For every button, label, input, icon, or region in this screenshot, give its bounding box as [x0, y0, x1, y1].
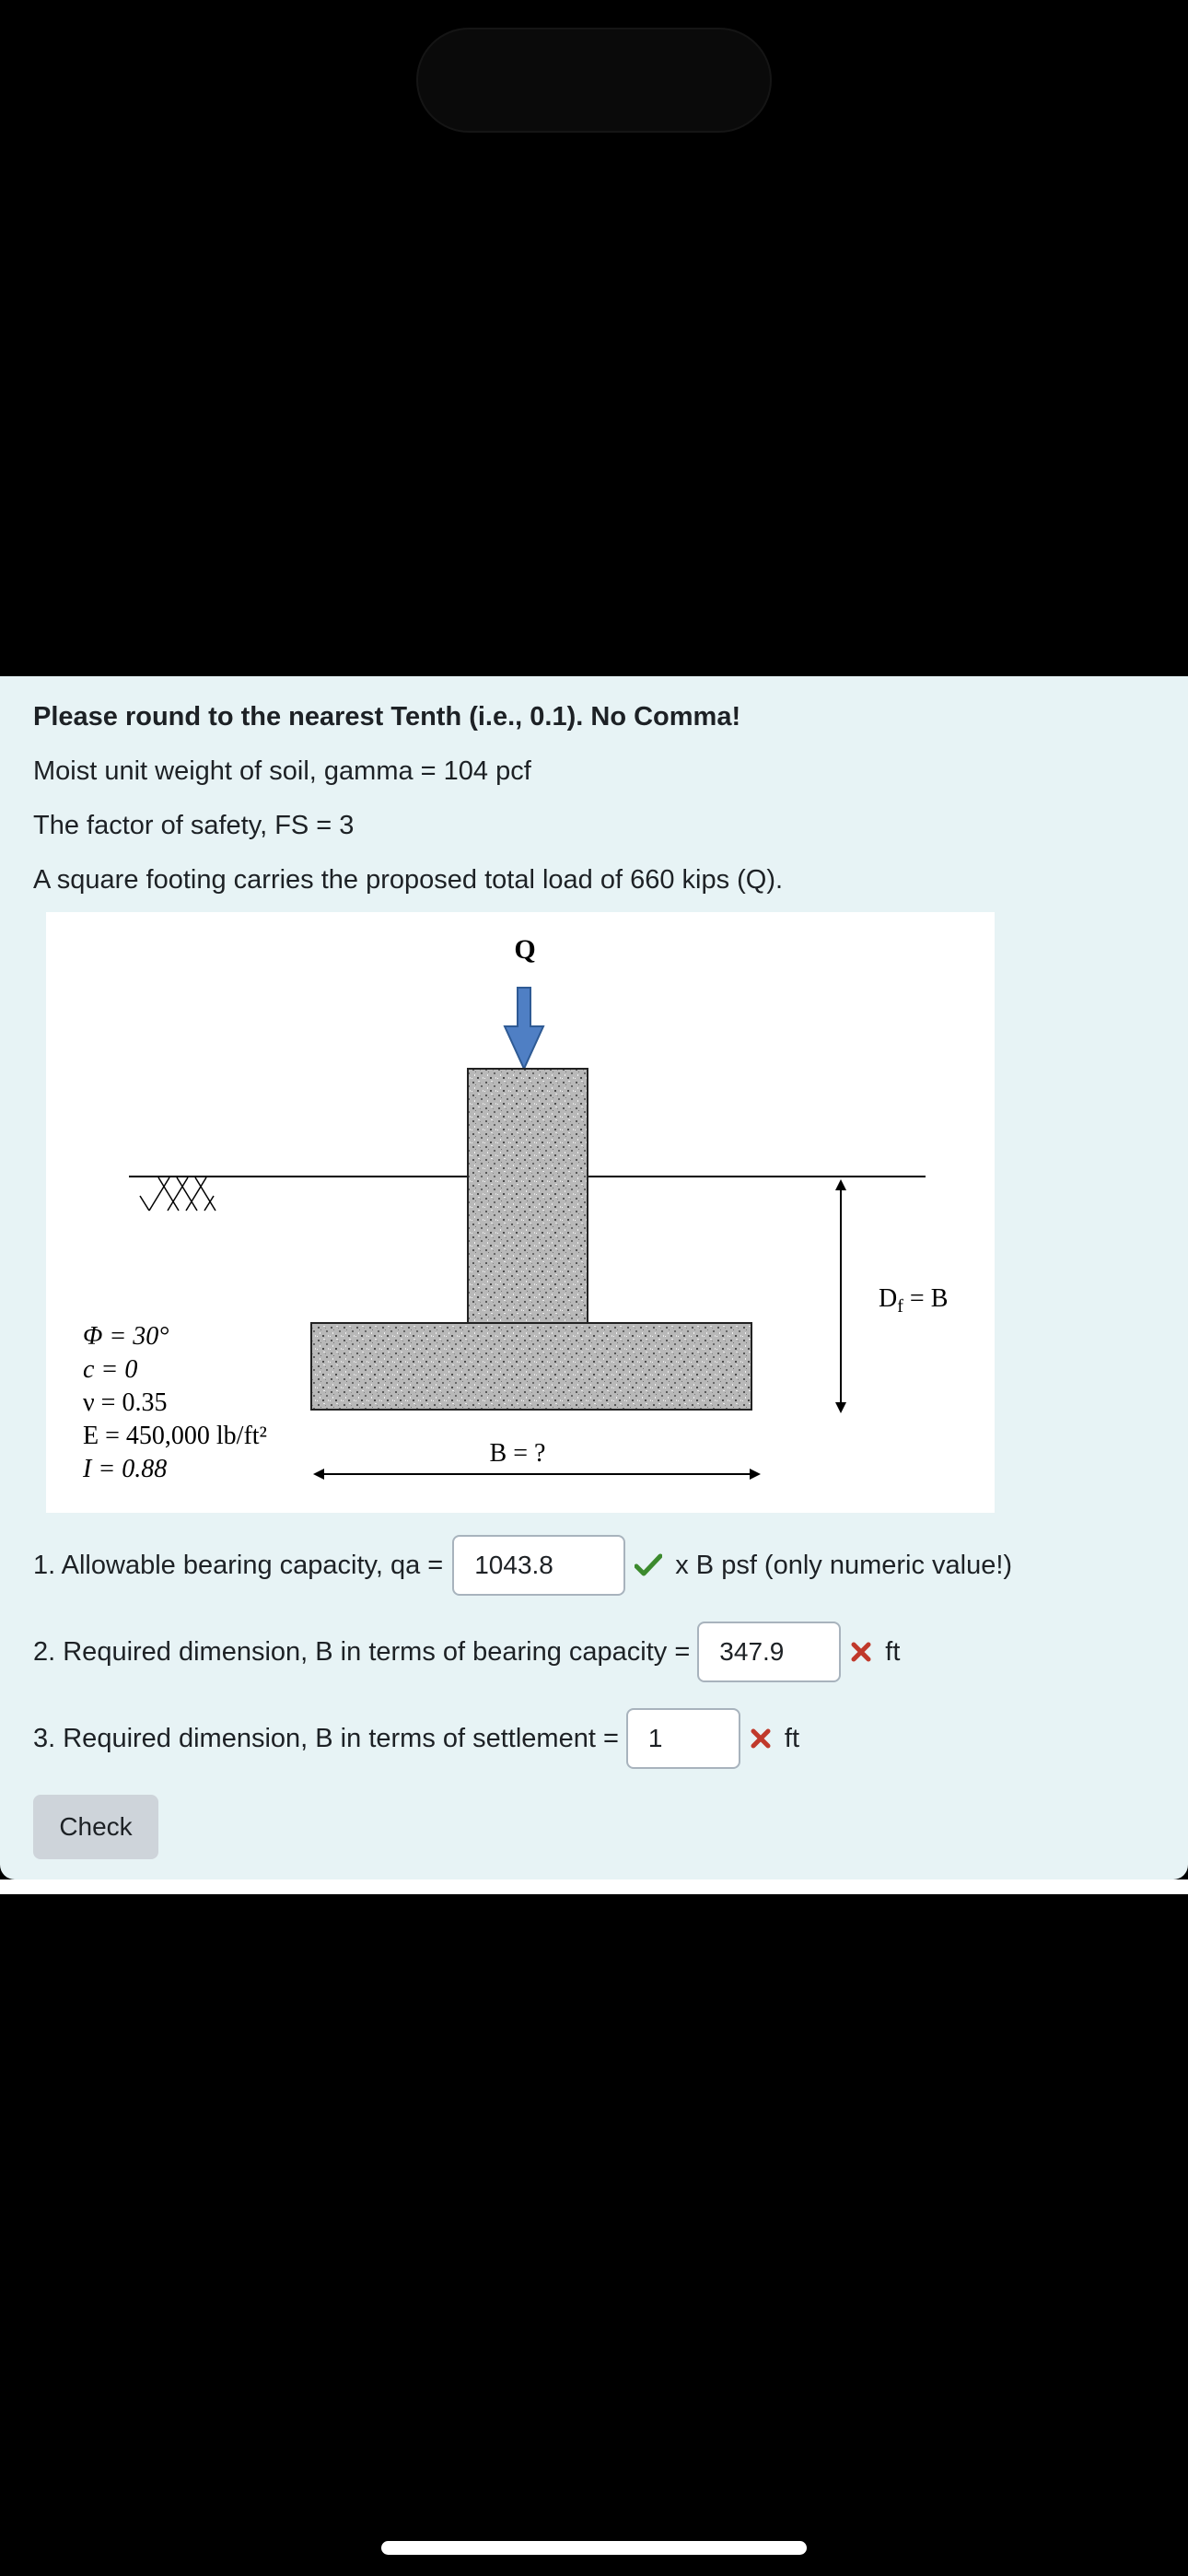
gamma-statement: Moist unit weight of soil, gamma = 104 pcf [33, 756, 531, 786]
width-arrow-right-icon [750, 1469, 761, 1480]
depth-label-sub: f [897, 1296, 903, 1317]
panel-bottom-divider [0, 1879, 1188, 1894]
cohesion-value: c = 0 [83, 1355, 138, 1384]
depth-label-main: D [879, 1284, 898, 1313]
qa-answer-input[interactable]: 1043.8 [452, 1535, 625, 1596]
check-button[interactable]: Check [33, 1795, 158, 1859]
question-3-suffix: ft [784, 1723, 800, 1753]
dynamic-island [416, 28, 772, 133]
depth-label-rest: = B [903, 1284, 949, 1313]
poisson-ratio: ν = 0.35 [83, 1388, 168, 1417]
question-3-prompt: 3. Required dimension, B in terms of settlement = [33, 1723, 619, 1753]
load-arrow-icon [505, 988, 543, 1069]
safety-factor-statement: The factor of safety, FS = 3 [33, 811, 355, 840]
question-1-suffix: x B psf (only numeric value!) [675, 1550, 1013, 1580]
b-bearing-answer-input[interactable]: 347.9 [697, 1622, 841, 1682]
question-row-3 [33, 1706, 799, 1771]
question-2-suffix: ft [885, 1636, 901, 1667]
footing-base [311, 1323, 751, 1410]
footing-diagram-svg [46, 912, 995, 1513]
home-indicator[interactable] [381, 2541, 807, 2555]
soil-hatch-icon [140, 1177, 215, 1211]
friction-angle: Φ = 30° [83, 1322, 169, 1351]
footing-diagram [46, 912, 995, 1513]
question-row-1 [33, 1533, 1012, 1598]
rounding-instruction: Please round to the nearest Tenth (i.e., 0.1). No Comma! [33, 702, 741, 732]
width-arrow-left-icon [313, 1469, 324, 1480]
influence-factor: I = 0.88 [83, 1455, 168, 1483]
elastic-modulus: E = 450,000 lb/ft² [83, 1422, 267, 1450]
depth-label [879, 1284, 948, 1317]
b-settlement-answer-input[interactable]: 1 [626, 1708, 740, 1769]
incorrect-cross-icon [850, 1641, 872, 1663]
width-label: B = ? [489, 1439, 546, 1468]
load-label: Q [514, 934, 536, 965]
load-statement: A square footing carries the proposed total load of 660 kips (Q). [33, 865, 784, 895]
correct-check-icon [635, 1553, 662, 1577]
question-2-prompt: 2. Required dimension, B in terms of bearing capacity = [33, 1636, 691, 1667]
question-row-2 [33, 1620, 900, 1684]
depth-arrow-bottom-icon [835, 1402, 846, 1413]
footing-column [468, 1069, 588, 1323]
incorrect-cross-icon [750, 1727, 772, 1750]
depth-arrow-top-icon [835, 1179, 846, 1190]
question-1-prompt: 1. Allowable bearing capacity, qa = [33, 1550, 444, 1580]
